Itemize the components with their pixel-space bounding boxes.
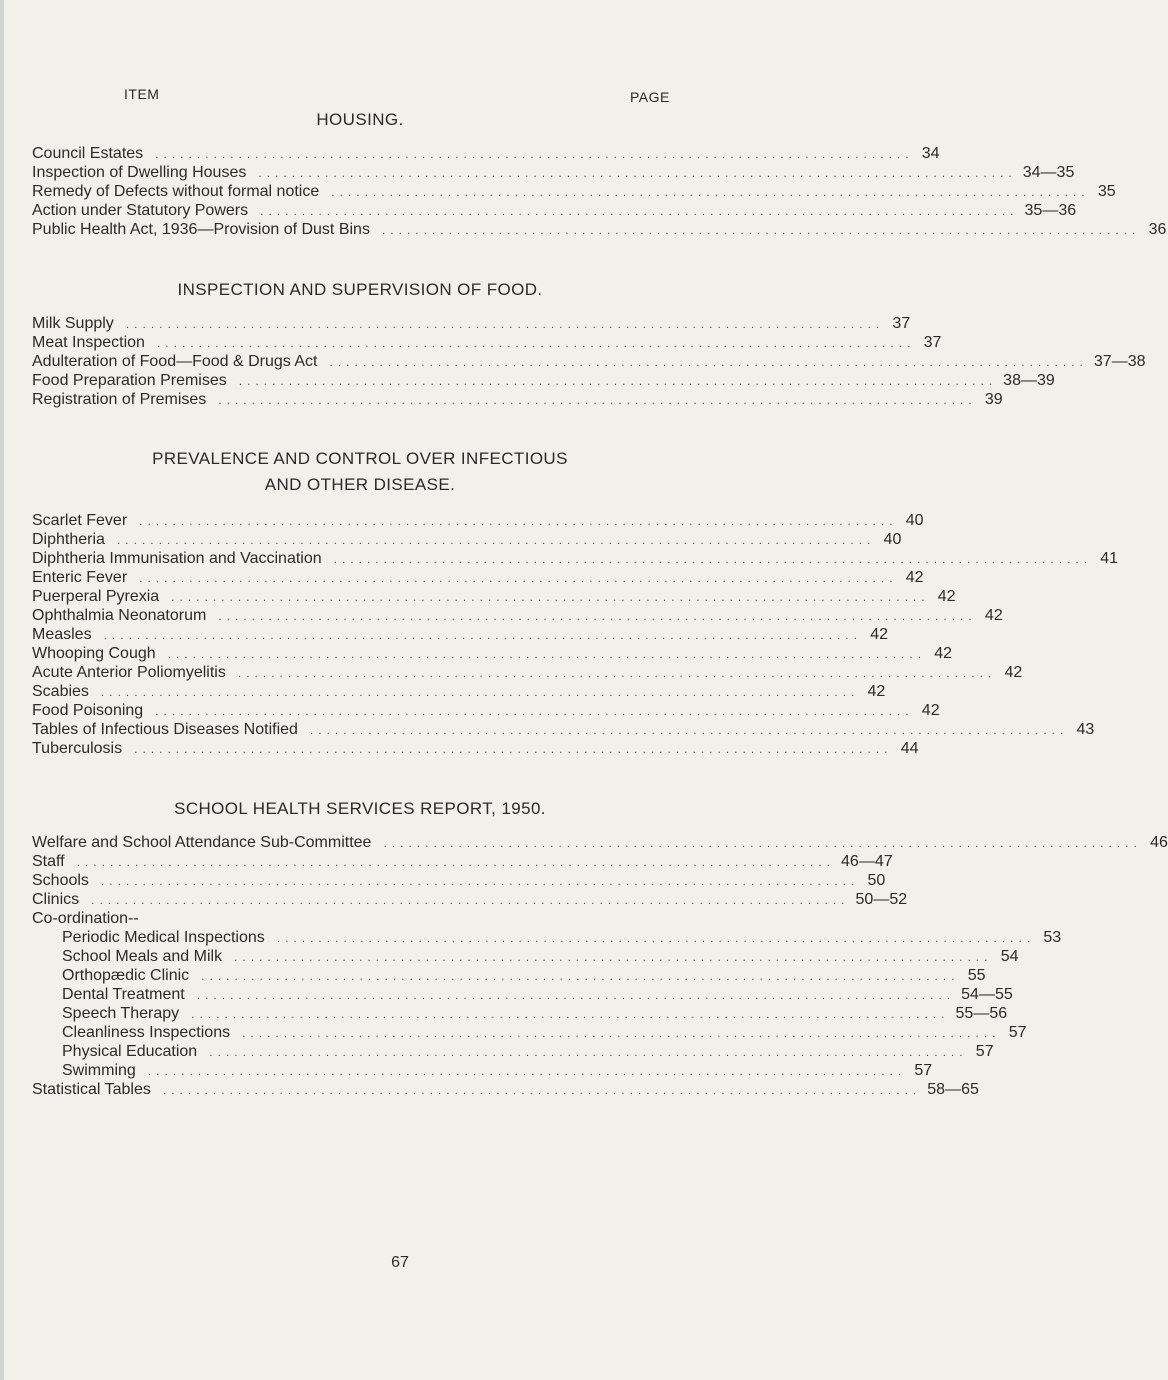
entry-label: Tables of Infectious Diseases Notified bbox=[32, 721, 298, 738]
entry-page: 42 bbox=[870, 626, 888, 643]
entry-label: Measles bbox=[32, 626, 92, 643]
entry-label: Staff bbox=[32, 853, 65, 870]
entry-label: Physical Education bbox=[62, 1043, 198, 1060]
entry-label: School Meals and Milk bbox=[62, 948, 223, 965]
entry-label: Schools bbox=[32, 872, 89, 889]
leader-dots: ........................................................................................... bbox=[76, 855, 836, 869]
entry-page: 57 bbox=[975, 1043, 994, 1060]
entry-page: 39 bbox=[984, 391, 1003, 408]
leader-dots: ........................................................................................... bbox=[167, 647, 927, 661]
leader-dots: ........................................................................................... bbox=[147, 1064, 907, 1078]
toc-entry bbox=[62, 1061, 933, 1080]
entry-page: 37—38 bbox=[1093, 353, 1146, 370]
entry-label: Diphtheria Immunisation and Vaccination bbox=[32, 550, 322, 567]
entry-label: Dental Treatment bbox=[62, 986, 185, 1003]
leader-dots: ........................................................................................... bbox=[276, 931, 1036, 945]
leader-dots: ........................................................................................... bbox=[125, 317, 885, 331]
toc-entry bbox=[32, 739, 919, 758]
leader-dots: ........................................................................................... bbox=[329, 355, 1088, 369]
entry-page: 34 bbox=[921, 145, 940, 162]
entry-page: 37 bbox=[892, 315, 911, 332]
entry-label: Orthopædic Clinic bbox=[62, 967, 190, 984]
leader-dots: ........................................................................................... bbox=[237, 666, 997, 680]
entry-label: Statistical Tables bbox=[32, 1081, 151, 1098]
section-title-line: SCHOOL HEALTH SERVICES REPORT, 1950. bbox=[174, 799, 546, 818]
entry-label: Adulteration of Food—Food & Drugs Act bbox=[32, 353, 318, 370]
entry-page: 50—52 bbox=[855, 891, 908, 908]
leader-dots: ........................................................................................... bbox=[155, 147, 914, 161]
toc-entry bbox=[32, 606, 1003, 625]
leader-dots: ........................................................................................... bbox=[171, 590, 930, 604]
toc-entry bbox=[32, 201, 1077, 220]
toc-entry bbox=[32, 587, 956, 606]
entry-page: 40 bbox=[883, 531, 902, 548]
leader-dots: ........................................................................................... bbox=[258, 166, 1017, 180]
toc-entry bbox=[32, 144, 940, 163]
entry-label: Milk Supply bbox=[32, 315, 114, 332]
page-edge-shadow bbox=[0, 0, 4, 1380]
entry-label: Council Estates bbox=[32, 145, 144, 162]
leader-dots: ........................................................................................... bbox=[139, 514, 898, 528]
section-title-food bbox=[40, 277, 680, 303]
leader-dots: ........................................................................................... bbox=[333, 552, 1093, 566]
entry-label: Food Poisoning bbox=[32, 702, 144, 719]
leader-dots: ........................................................................................... bbox=[100, 685, 860, 699]
leader-dots: ........................................................................................... bbox=[234, 950, 993, 964]
section-title-infectious bbox=[40, 446, 680, 498]
toc-entry bbox=[32, 663, 1023, 682]
item-column-header: ITEM bbox=[124, 86, 160, 102]
leader-dots: ........................................................................................... bbox=[201, 969, 960, 983]
entry-label: Meat Inspection bbox=[32, 334, 145, 351]
section-title-line: HOUSING. bbox=[316, 110, 404, 129]
entry-label: Enteric Fever bbox=[32, 569, 128, 586]
toc-entry bbox=[62, 966, 986, 985]
entry-label: Remedy of Defects without formal notice bbox=[32, 183, 320, 200]
entry-label: Welfare and School Attendance Sub-Committee bbox=[32, 834, 372, 851]
toc-entry bbox=[32, 682, 886, 701]
leader-dots: ........................................................................................... bbox=[218, 393, 977, 407]
toc-entry bbox=[32, 625, 888, 644]
entry-page: 50 bbox=[867, 872, 886, 889]
entry-page: 37 bbox=[923, 334, 942, 351]
leader-dots: ........................................................................................... bbox=[381, 223, 1141, 237]
entry-label: Tuberculosis bbox=[32, 740, 123, 757]
toc-entry bbox=[32, 852, 893, 871]
section-title-school-health bbox=[40, 796, 680, 822]
leader-dots: ........................................................................................... bbox=[242, 1026, 1001, 1040]
toc-entry bbox=[32, 644, 953, 663]
entry-label: Action under Statutory Powers bbox=[32, 202, 249, 219]
entry-page: 42 bbox=[934, 645, 953, 662]
section-title-line: INSPECTION AND SUPERVISION OF FOOD. bbox=[177, 280, 543, 299]
section-title-line: AND OTHER DISEASE. bbox=[264, 475, 456, 494]
toc-entry bbox=[62, 1042, 994, 1061]
entry-page: 58—65 bbox=[927, 1081, 979, 1098]
toc-entry bbox=[32, 871, 886, 890]
leader-dots: ........................................................................................... bbox=[100, 874, 860, 888]
page-number: 67 bbox=[391, 1254, 409, 1271]
entry-label: Ophthalmia Neonatorum bbox=[32, 607, 207, 624]
leader-dots: ........................................................................................... bbox=[196, 988, 956, 1002]
toc-entry bbox=[32, 890, 908, 909]
leader-dots: ........................................................................................... bbox=[156, 336, 916, 350]
toc-entry bbox=[32, 833, 1168, 852]
toc-entry bbox=[32, 530, 902, 549]
toc-entry bbox=[32, 220, 1167, 239]
entry-label: Registration of Premises bbox=[32, 391, 207, 408]
toc-entry-heading bbox=[32, 909, 684, 928]
entry-page: 55 bbox=[967, 967, 986, 984]
toc-entry bbox=[32, 1080, 979, 1099]
entry-page: 57 bbox=[1008, 1024, 1027, 1041]
entry-label: Public Health Act, 1936—Provision of Dust Bins bbox=[32, 221, 370, 238]
entry-page: 38—39 bbox=[1003, 372, 1055, 389]
toc-entry bbox=[32, 314, 911, 333]
entry-page: 46—47 bbox=[841, 853, 893, 870]
page-column-header: PAGE bbox=[630, 89, 670, 105]
entry-page: 42 bbox=[905, 569, 924, 586]
entry-page: 55—56 bbox=[955, 1005, 1008, 1022]
toc-entry bbox=[32, 371, 1055, 390]
toc-entry bbox=[32, 568, 924, 587]
entry-label: Clinics bbox=[32, 891, 80, 908]
leader-dots: ........................................................................................... bbox=[162, 1083, 922, 1097]
leader-dots: ........................................................................................... bbox=[91, 893, 850, 907]
entry-label: Swimming bbox=[62, 1062, 136, 1079]
toc-entry bbox=[62, 947, 1019, 966]
entry-label: Speech Therapy bbox=[62, 1005, 180, 1022]
entry-page: 42 bbox=[984, 607, 1003, 624]
toc-entry bbox=[32, 720, 1095, 739]
toc-entry bbox=[32, 549, 1119, 568]
entry-label: Food Preparation Premises bbox=[32, 372, 227, 389]
entry-page: 36 bbox=[1148, 221, 1167, 238]
toc-entry bbox=[32, 701, 940, 720]
entry-page: 54 bbox=[1000, 948, 1019, 965]
entry-label: Diphtheria bbox=[32, 531, 105, 548]
toc-entry bbox=[32, 163, 1075, 182]
toc-entry bbox=[62, 1023, 1027, 1042]
leader-dots: ........................................................................................... bbox=[309, 723, 1069, 737]
toc-entry bbox=[62, 985, 1013, 1004]
entry-page: 34—35 bbox=[1022, 164, 1075, 181]
toc-entry bbox=[62, 928, 1062, 947]
entry-label: Co-ordination-- bbox=[32, 910, 139, 927]
section-title-housing bbox=[40, 107, 680, 133]
entry-label: Whooping Cough bbox=[32, 645, 156, 662]
entry-label: Scarlet Fever bbox=[32, 512, 128, 529]
leader-dots: ........................................................................................... bbox=[260, 204, 1019, 218]
entry-page: 44 bbox=[900, 740, 919, 757]
leader-dots: ........................................................................................... bbox=[218, 609, 977, 623]
entry-page: 40 bbox=[905, 512, 924, 529]
entry-page: 43 bbox=[1076, 721, 1095, 738]
toc-entry bbox=[32, 333, 942, 352]
entry-label: Acute Anterior Poliomyelitis bbox=[32, 664, 226, 681]
entry-label: Periodic Medical Inspections bbox=[62, 929, 265, 946]
section-title-line: PREVALENCE AND CONTROL OVER INFECTIOUS bbox=[152, 449, 568, 468]
leader-dots: ........................................................................................... bbox=[116, 533, 876, 547]
entry-page: 42 bbox=[1004, 664, 1023, 681]
entry-page: 42 bbox=[937, 588, 956, 605]
entry-page: 35—36 bbox=[1024, 202, 1077, 219]
toc-entry bbox=[32, 511, 924, 530]
entry-page: 57 bbox=[914, 1062, 933, 1079]
leader-dots: ........................................................................................... bbox=[331, 185, 1090, 199]
leader-dots: ........................................................................................... bbox=[238, 374, 998, 388]
entry-label: Inspection of Dwelling Houses bbox=[32, 164, 247, 181]
leader-dots: ........................................................................................... bbox=[209, 1045, 968, 1059]
entry-page: 54—55 bbox=[961, 986, 1013, 1003]
toc-entry bbox=[62, 1004, 1008, 1023]
entry-page: 42 bbox=[867, 683, 886, 700]
toc-entry bbox=[32, 352, 1146, 371]
entry-page: 53 bbox=[1043, 929, 1062, 946]
toc-entry bbox=[32, 182, 1116, 201]
entry-page: 35 bbox=[1097, 183, 1116, 200]
entry-label: Cleanliness Inspections bbox=[62, 1024, 231, 1041]
leader-dots: ........................................................................................... bbox=[134, 742, 893, 756]
entry-label: Scabies bbox=[32, 683, 89, 700]
entry-page: 41 bbox=[1100, 550, 1119, 567]
entry-page: 42 bbox=[921, 702, 940, 719]
toc-entry bbox=[32, 390, 1003, 409]
leader-dots: ........................................................................................... bbox=[155, 704, 914, 718]
leader-dots: ........................................................................................... bbox=[103, 628, 862, 642]
leader-dots: ........................................................................................... bbox=[191, 1007, 950, 1021]
entry-label: Puerperal Pyrexia bbox=[32, 588, 160, 605]
entry-page: 46 bbox=[1150, 834, 1168, 851]
leader-dots: ........................................................................................... bbox=[139, 571, 898, 585]
leader-dots: ........................................................................................... bbox=[383, 836, 1142, 850]
